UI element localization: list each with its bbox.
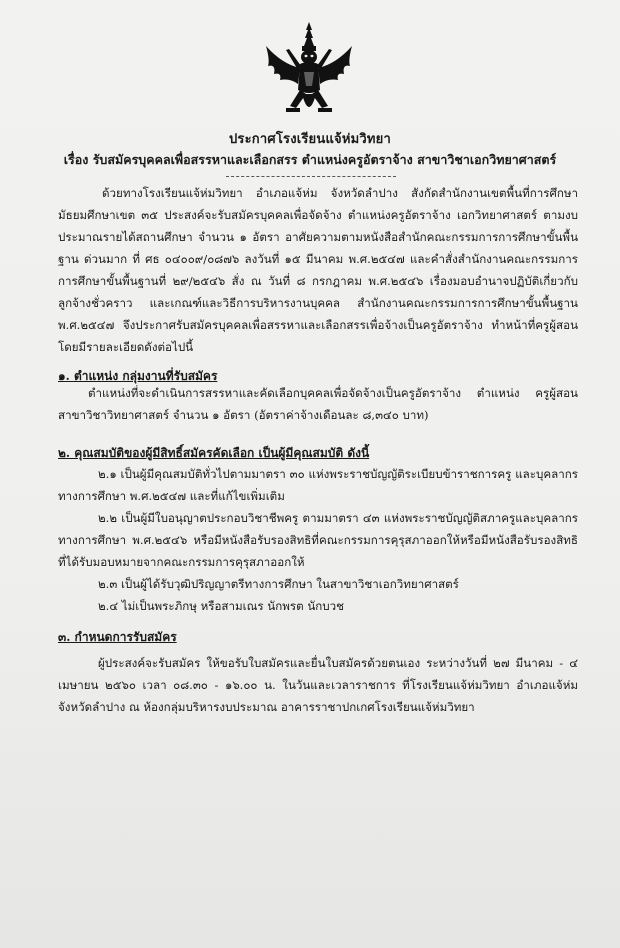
section-2-list [58, 463, 578, 617]
garuda-emblem-icon [262, 20, 356, 124]
section-1-text: ตำแหน่งที่จะดำเนินการสรรหาและคัดเลือกบุคคลเพื่อจัดจ้างเป็นครูอัตราจ้าง ตำแหน่ง ครูผู้สอน สาขาวิชาวิทยาศาสตร์ จำนวน ๑ อัตรา (อัตราค่าจ้างเดือนละ ๘,๓๔๐ บาท) [58, 386, 578, 422]
intro-paragraph: ด้วยทางโรงเรียนแจ้ห่มวิทยา อำเภอแจ้ห่ม จังหวัดลำปาง สังกัดสำนักงานเขตพื้นที่การศึกษามัธยมศึกษาเขต ๓๕ ประสงค์จะรับสมัครบุคคลเพื่อจัดจ้าง ตำแหน่งครูอัตราจ้าง เอกวิทยาศาสตร์ ตามงบประมาณรายได้สถานศึกษา จำนวน ๑ อัตรา อาศัยความตามหนังสือสำนักคณะกรรมการการศึกษาขั้นพื้นฐาน ด่วนมาก ที่ ศธ ๐๔๐๐๙/๐๘๗๖ ลงวันที่ ๑๕ มีนาคม พ.ศ.๒๕๔๗ และคำสั่งสำนักงานคณะกรรมการการศึกษาขั้นพื้นฐานที่ ๒๙/๒๕๔๖ สั่ง ณ วันที่ ๘ กรกฎาคม พ.ศ.๒๕๔๖ เรื่องมอบอำนาจปฏิบัติเกี่ยวกับลูกจ้างชั่วคราว และเกณฑ์และวิธีการบริหารงานบุคคล สำนักงานคณะกรรมการการศึกษาขั้นพื้นฐาน พ.ศ.๒๕๔๗ จึงประกาศรับสมัครบุคคลเพื่อสรรหาและเลือกสรรเพื่อจ้างเป็นครูอัตราจ้าง ทำหน้าที่ครูผู้สอน โดยมีรายละเอียดดังต่อไปนี้ [58, 186, 578, 354]
qualification-item: ๒.๒ เป็นผู้มีใบอนุญาตประกอบวิชาชีพครู ตามมาตรา ๔๓ แห่งพระราชบัญญัติสภาครูและบุคลากรทางการศึกษา พ.ศ.๒๕๔๖ หรือมีหนังสือรับรองสิทธิที่คณะกรรมการคุรุสภาออกให้หรือมีหนังสือรับรองสิทธิที่ได้รับมอบหมายจากคณะกรรมการคุรุสภาออกให้ [58, 511, 578, 569]
qualification-item: ๒.๔ ไม่เป็นพระภิกษุ หรือสามเณร นักพรต นักบวช [98, 599, 344, 613]
qualification-item: ๒.๑ เป็นผู้มีคุณสมบัติทั่วไปตามมาตรา ๓๐ แห่งพระราชบัญญัติระเบียบข้าราชการครู และบุคลากรทางการศึกษา พ.ศ.๒๕๔๗ และที่แก้ไขเพิ่มเติม [58, 467, 578, 503]
section-2-heading: ๒. คุณสมบัติของผู้มีสิทธิ์สมัครคัดเลือก เป็นผู้มีคุณสมบัติ ดังนี้ [58, 446, 370, 460]
section-1-heading: ๑. ตำแหน่ง กลุ่มงานที่รับสมัคร [58, 369, 218, 383]
announcement-subject: เรื่อง รับสมัครบุคคลเพื่อสรรหาและเลือกสรร ตำแหน่งครูอัตราจ้าง สาขาวิชาเอกวิทยาศาสตร์ [63, 152, 557, 167]
section-3-heading: ๓. กำหนดการรับสมัคร [58, 630, 177, 644]
title-divider [226, 176, 396, 177]
qualification-item: ๒.๓ เป็นผู้ได้รับวุฒิปริญญาตรีทางการศึกษา ในสาขาวิชาเอกวิทยาศาสตร์ [98, 577, 459, 591]
section-3-text: ผู้ประสงค์จะรับสมัคร ให้ขอรับใบสมัครและยื่นใบสมัครด้วยตนเอง ระหว่างวันที่ ๒๗ มีนาคม - ๔ เมษายน ๒๕๖๐ เวลา ๐๘.๓๐ - ๑๖.๐๐ น. ในวันและเวลาราชการ ที่โรงเรียนแจ้ห่มวิทยา อำเภอแจ้ห่ม จังหวัดลำปาง ณ ห้องกลุ่มบริหารงบประมาณ อาคารราชาปกเกศโรงเรียนแจ้ห่มวิทยา [58, 656, 578, 714]
announcement-title: ประกาศโรงเรียนแจ้ห่มวิทยา [228, 132, 391, 147]
